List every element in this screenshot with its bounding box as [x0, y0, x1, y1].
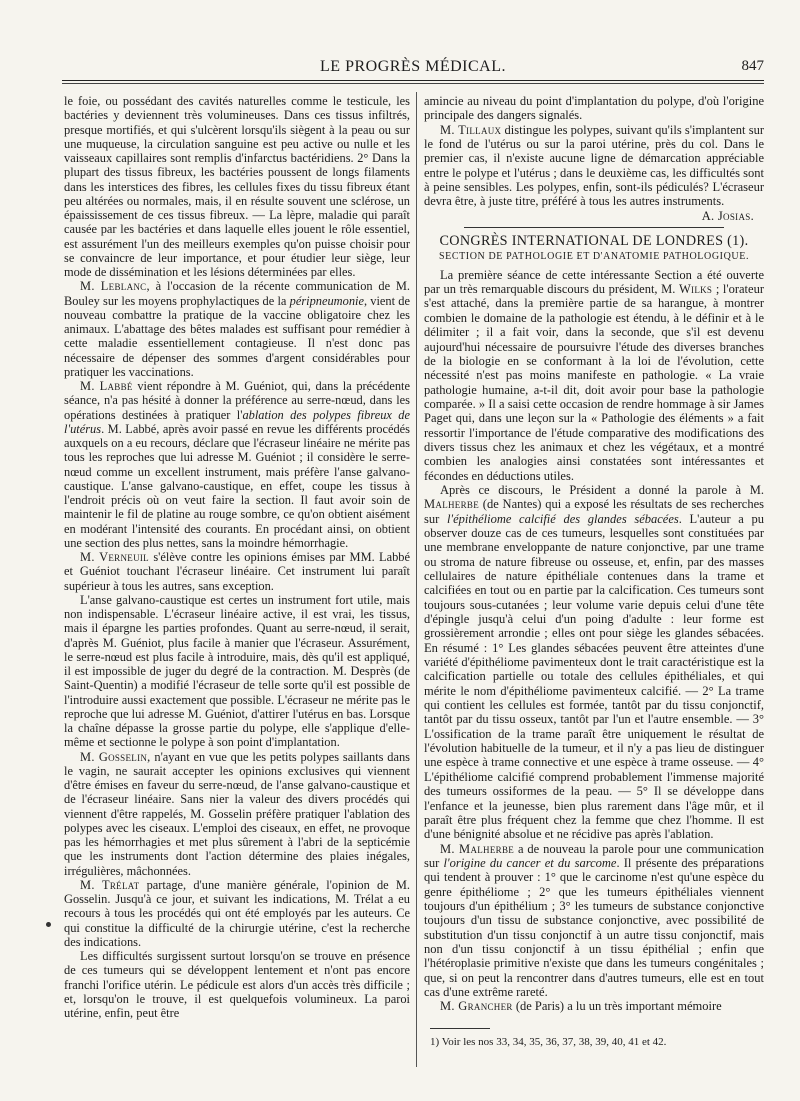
right-column	[424, 94, 764, 1014]
paragraph: M. Leblanc, à l'occasion de la récente communication de M. Bouley sur les moyens prophylactiques de la péripneumonie, vient de nouveau combattre la pratique de la vaccine obligatoire chez les animaux. L'abattage des bêtes malades est suffisant pour remédier à cette maladie essentiellement contagieuse. Il n'est donc pas nécessaire de dépenser des sommes d'argent considérables pour pratiquer les vaccinations.	[64, 279, 410, 379]
paragraph: Après ce discours, le Président a donné la parole à M. Malherbe (de Nantes) qui a exposé les résultats de ses recherches sur l'épithéliome calcifié des glandes sébacées. L'auteur a pu observer douze cas de ces tumeurs, lesquelles sont constituées par une membrane enveloppante de nature conjonctive, par une trame ou stroma de nature fibreuse ou osseuse, et, enfin, par des masses cellulaires de nature épithéliale contenues dans la trame et calcifiées en tout ou en partie par la calcification. Ces tumeurs sont toujours sous-cutanées ; leur volume varie depuis celui d'une tête d'épingle jusqu'à celui d'un poing d'adulte : leur forme est grossièrement arrondie ; elles ont pour siège les glandes sébacées. En résumé : 1° Les glandes sébacées peuvent être atteintes d'une variété d'épithéliome pavimenteux dont le trait caractéristique est la calcification partielle ou totale des cellules épithéliales, et qui mérite le nom d'épithéliome pavimenteux calcifié. — 2° La trame qui contient les cellules est formée, tantôt par du tissu conjonctif, tantôt par du tissu osseux, tantôt par l'un et l'autre ensemble. — 3° L'ossification de la trame paraît être uniquement le résultat de l'évolution habituelle de la tumeur, et il n'y a pas lieu de distinguer une espèce à trame connective et une espèce à trame osseuse. — 4° L'épithéliome calcifié comprend probablement l'immense majorité des tumeurs ossiformes de la peau. — 5° Il se développe dans l'enfance et la jeunesse, bien plus rarement dans l'âge mûr, et il paraît être plus fréquent chez la femme que chez l'homme. Il est d'une bénignité absolue et ne récidive pas après l'ablation.	[424, 482, 765, 842]
running-header	[62, 58, 764, 78]
speaker-name: Wilks	[678, 282, 713, 297]
paragraph: amincie au niveau du point d'implantation du polype, d'où l'origine principale des dangers signalés.	[424, 94, 764, 123]
paragraph: Les difficultés surgissent surtout lorsqu'on se trouve en présence de ces tumeurs qui se développent lentement et n'ont pas encore franchi l'orifice utérin. Le pédicule est alors d'un accès très difficile ; et, lorsqu'on le trouve, il est quelquefois volumineux. La paroi utérine, enfin, peut être	[64, 949, 410, 1020]
paragraph: le foie, ou possédant des cavités naturelles comme le testicule, les bactéries y deviennent très volumineuses. Dans ces tissus infiltrés, presque mortifiés, et qui s'ulcèrent lorsqu'ils siègent à la peau ou sur une muqueuse, la circulation sanguine est peu active ou nulle et les vaisseaux capillaires sont remplis d'infarctus bactéridiens. 2° Dans la plupart des tissus fibreux, les bactéries poussent de longs filaments dans les interstices des fibres, les cellules fixes du tissu fibreux étant peu altérées ou normales, mais, il en résulte souvent une sclérose, un épaississement de ces tissus fibreux. — La lèpre, maladie qui paraît causée par les bactéries et dans laquelle elles jouent le rôle essentiel, est assurément l'un des meilleurs exemples qu'on puisse choisir pour se convaincre de leur importance, et pour étudier leur siège, leur mode de dissémination et les lésions déterminées par elles.	[64, 94, 410, 279]
speaker-name: M. Gosselin,	[80, 749, 151, 764]
speaker-name: M. Leblanc,	[80, 279, 150, 294]
left-column	[64, 94, 410, 1020]
paragraph: M. Verneuil s'élève contre les opinions émises par MM. Labbé et Guéniot touchant l'écraseur linéaire. Cet instrument lui paraît supérieur à tous les autres, sans exception.	[64, 550, 410, 593]
speaker-name: Malherbe	[424, 497, 480, 512]
section-separator	[464, 227, 724, 228]
header-rule	[62, 80, 764, 81]
paragraph: M. Gosselin, n'ayant en vue que les petits polypes saillants dans le vagin, ne saurait accepter les opinions exclusives qui viennent d'être émises en faveur du serre-nœud, de l'anse galvano-caustique et de l'écraseur linéaire. Sans nier la valeur des divers procédés qui viennent d'être rappelés, M. Gosselin préfère pratiquer l'ablation des polypes avec les ciseaux. L'emploi des ciseaux, en effet, ne provoque pas les hémorrhagies et met plus sûrement à l'abri de la septicémie que les instruments dont l'action détermine des plaies inégales, irrégulières, mâchonnées.	[64, 749, 410, 878]
header-rule-thin	[62, 83, 764, 84]
paragraph: M. Trélat partage, d'une manière générale, l'opinion de M. Gosselin. Jusqu'à ce jour, et suivant les indications, M. Trélat a eu recours à tous les procédés qui ont été employés par les auteurs. Ce qui constitue la difficulté de la chirurgie utérine, c'est la recherche des indications.	[64, 877, 410, 949]
paragraph: M. Labbé vient répondre à M. Guéniot, qui, dans la précédente séance, n'a pas hésité à donner la préférence au serre-nœud, dans les opérations destinées à pratiquer l'ablation des polypes fibreux de l'utérus. M. Labbé, après avoir passé en revue les différents procédés auxquels on a eu recours, déclare que l'écraseur linéaire ne mérite pas tous les reproches que lui adresse M. Guéniot ; il considère le serre-nœud comme un excellent instrument, mais préfère l'anse galvano-caustique. L'anse galvano-caustique, en effet, coupe les tissus à l'endroit précis où on veut faire la section. Il faut avoir soin de maintenir le fil de platine au rouge sombre, ce qu'on obtient aisément en modérant l'intensité des courants. En procédant ainsi, on obtient une section des plus nettes, sans la moindre hémorrhagie.	[64, 379, 410, 550]
speaker-name: M. Labbé	[80, 379, 133, 393]
margin-mark	[46, 922, 51, 927]
column-divider	[416, 92, 417, 1067]
paragraph: L'anse galvano-caustique est certes un instrument fort utile, mais non indispensable. L'écraseur linéaire active, il est vrai, les tissus, mais il épargne les parties profondes. Quant au serre-nœud, il serait, d'après M. Guéniot, plus facile à manier que l'écraseur. Assurément, le serre-nœud est plus facile à introduire, mais, dès qu'il est appliqué, il est impossible de juger du degré de la contraction. M. Desprès (de Saint-Quentin) a modifié l'écraseur de telle sorte qu'il est possible de l'introduire aussi exactement que possible. L'écraseur ne mérite pas le reproche que lui adresse M. Guéniot, d'attirer l'utérus en bas. Lorsque la chaîne dépasse la grosse partie du polype, elle s'applique d'elle-même et sectionne le polype à son point d'implantation.	[64, 592, 410, 750]
paragraph: La première séance de cette intéressante Section a été ouverte par un très remarquable discours du président, M. Wilks ; l'orateur s'est attaché, dans la première partie de sa harangue, à montrer combien le domaine de la pathologie est étendu, à le définir et à le délimiter ; il a fait voir, dans la seconde, que s'il est devenu aujourd'hui nécessaire de poursuivre l'étude des diverses branches de la biologie en se conformant à la loi de l'évolution, cette nécessité n'est pas moins manifeste en pathologie. « La vraie pathologie humaine, a-t-il dit, doit avoir pour base la pathologie comparée. » Il a saisi cette occasion de rendre hommage à sir James Paget qui, dans une leçon sur la « Pathologie des éléments » a fait ressortir l'importance de l'étude comparative des modifications des divers tissus chez les animaux et chez les végétaux, et a montré combien les analogies ainsi constatées sont intéressantes et fécondes en déductions utiles.	[424, 267, 764, 483]
paragraph: M. Tillaux distingue les polypes, suivant qu'ils s'implantent sur le fond de l'utérus ou sur la paroi utérine, près du col. Dans le premier cas, il n'existe aucune ligne de démarcation appréciable entre le polype et l'utérus ; dans le deuxième cas, les difficultés sont à peine sensibles. Les polypes, enfin, sont-ils pédiculés? L'écraseur devra être, à juste titre, préféré à tous les autres instruments.	[424, 122, 764, 209]
speaker-name: M. Malherbe	[440, 841, 515, 856]
footnote-rule	[430, 1028, 490, 1029]
speaker-name: M. Verneuil	[80, 550, 149, 564]
section-title: CONGRÈS INTERNATIONAL DE LONDRES (1).	[439, 233, 749, 250]
speaker-name: M. Grancher	[440, 999, 513, 1014]
paragraph: M. Grancher (de Paris) a lu un très important mémoire	[440, 999, 722, 1014]
page-number: 847	[741, 58, 764, 74]
journal-title: LE PROGRÈS MÉDICAL.	[320, 58, 506, 75]
author-signature: A. Josias.	[701, 208, 754, 223]
speaker-name: M. Tillaux	[440, 122, 502, 137]
speaker-name: M. Trélat	[80, 877, 140, 892]
footnote: 1) Voir les nos 33, 34, 35, 36, 37, 38, 39, 40, 41 et 42.	[430, 1036, 667, 1048]
paragraph: M. Malherbe a de nouveau la parole pour une communication sur l'origine du cancer et du sarcome. Il présente des préparations qui tendent à prouver : 1° que le carcinome n'est qu'une espèce du genre épithéliome ; 2° que les tumeurs épithéliales viennent toujours d'un épithélium ; 3° les tumeurs de substance conjonctive toujours d'un tissu de substance conjonctive, avec possibilité de substitution d'un tissu conjonctif à un autre tissu conjonctif, mais non d'un tissu conjonctif à un tissu épithélial ; enfin que l'hétéroplasie primitive n'existe que dans les tumeurs congénitales ; que, si on peut la rencontrer dans d'autres tumeurs, elle est en tout cas d'une extrême rareté.	[424, 841, 764, 999]
section-subtitle: SECTION DE PATHOLOGIE ET D'ANATOMIE PATHOLOGIQUE.	[438, 251, 750, 263]
